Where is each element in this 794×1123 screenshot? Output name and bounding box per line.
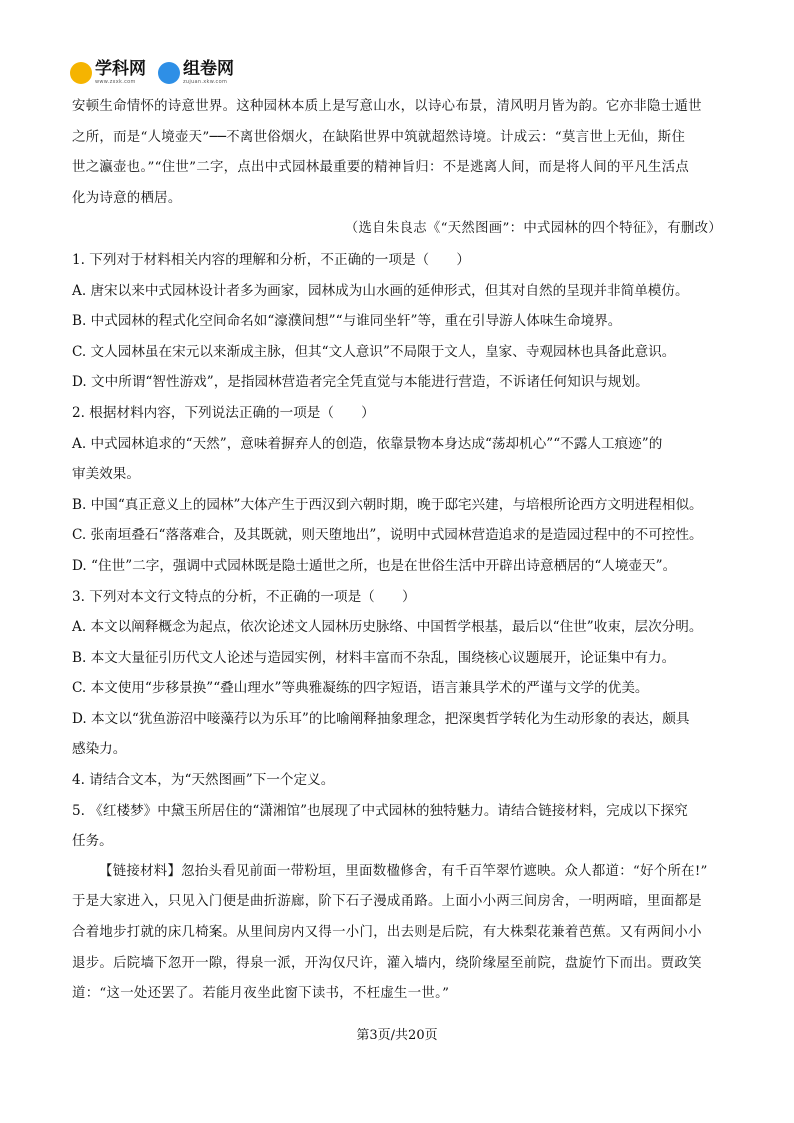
link-material [72,857,722,1010]
q1-option-c: C. 文人园林虽在宋元以来渐成主脉，但其“文人意识”不局限于文人，皇家、寺观园林也具备此意识。 [72,343,676,360]
logo-zujuan [158,61,234,85]
q3-option-b: B. 本文大量征引历代文人论述与造园实例，材料丰富而不杂乱，围绕核心议题展开，论证集中有力。 [72,649,676,666]
link-material-line: 于是大家进入，只见入门便是曲折游廊，阶下石子漫成甬路。上面小小两三间房舍，一明两暗，里面都是 [72,894,702,910]
q2-option-a: A. 中式园林追求的“天然”，意味着摒弃人的创造，依靠景物本身达成“荡却机心”“不露人工痕迹”的 [72,435,663,452]
question-5-cont: 任务。 [72,833,113,850]
q1-option-b: B. 中式园林的程式化空间命名如“濠濮间想”“与谁同坐轩”等，重在引导游人体味生命境界。 [72,313,622,330]
header-logos [70,56,234,90]
q2-option-d: D. “住世”二字，强调中式园林既是隐士遁世之所，也是在世俗生活中开辟出诗意栖居的“人境壶天”。 [72,557,677,574]
logo-xueke-name: 学科网 [95,59,146,79]
link-material-line: 退步。后院墙下忽开一隙，得泉一派，开沟仅尺许，灌入墙内，绕阶缘屋至前院，盘旋竹下而出。贾政笑 [72,955,702,971]
logo-xueke [70,61,146,85]
link-material-line: 合着地步打就的床几椅案。从里间房内又得一小门，出去则是后院，有大株梨花兼着芭蕉。又有两间小小 [72,925,702,941]
questions [72,245,722,857]
logo-zujuan-icon [158,62,180,84]
q2-option-b: B. 中国“真正意义上的园林”大体产生于西汉到六朝时期，晚于邸宅兴建，与培根所论西方文明进程相似。 [72,496,703,513]
q2-option-a-cont: 审美效果。 [72,466,140,483]
passage-line: 安顿生命情怀的诗意世界。这种园林本质上是写意山水，以诗心布景，清风明月皆为韵。它亦非隐士遁世 [72,99,702,114]
q2-option-c: C. 张南垣叠石“落落难合，及其既就，则天堕地出”，说明中式园林营造追求的是造园过程中的不可控性。 [72,527,703,544]
question-3: 3. 下列对本文行文特点的分析，不正确的一项是（ ） [72,588,416,605]
question-4: 4. 请结合文本，为“天然图画”下一个定义。 [72,772,335,789]
q3-option-d: D. 本文以“犹鱼游沼中唼藻荇以为乐耳”的比喻阐释抽象理念，把深奥哲学转化为生动形象的表达，颇具 [72,710,690,727]
logo-zujuan-name: 组卷网 [183,59,234,79]
passage-line: 世之瀛壶也。”“住世”二字，点出中式园林最重要的精神旨归：不是逃离人间，而是将人间的平凡生活点 [72,160,690,176]
logo-xueke-url: www.zxxk.com [95,79,136,85]
passage [72,92,722,245]
logo-xueke-icon [70,62,92,84]
link-material-line: 【链接材料】忽抬头看见前面一带粉垣，里面数楹修舍，有千百竿翠竹遮映。众人都道：“好个所在!” [99,863,708,879]
q3-option-d-cont: 感染力。 [72,741,127,758]
question-5: 5. 《红楼梦》中黛玉所居住的“潇湘馆”也展现了中式园林的独特魅力。请结合链接材料，完成以下探究 [72,802,688,819]
page-number: 第3页/共20页 [356,1028,438,1043]
logo-zujuan-url: zujuan.xkw.com [183,79,228,85]
q1-option-d: D. 文中所谓“智性游戏”，是指园林营造者完全凭直觉与本能进行营造，不诉诸任何知识与规划。 [72,374,649,391]
passage-source: （选自朱良志《“天然图画”：中式园林的四个特征》，有删改） [344,221,722,237]
passage-line: 之所，而是“人境壶天”──不离世俗烟火，在缺陷世界中筑就超然诗境。计成云：“莫言世上无仙，斯住 [72,129,686,145]
q3-option-c: C. 本文使用“步移景换”“叠山理水”等典雅凝练的四字短语，语言兼具学术的严谨与文学的优美。 [72,680,649,697]
question-2: 2. 根据材料内容，下列说法正确的一项是（ ） [72,404,375,421]
question-1: 1. 下列对于材料相关内容的理解和分析，不正确的一项是（ ） [72,251,470,268]
page-content [72,92,722,1010]
passage-line: 化为诗意的栖居。 [72,190,182,206]
q1-option-a: A. 唐宋以来中式园林设计者多为画家，园林成为山水画的延伸形式，但其对自然的呈现并非简单模仿。 [72,282,689,299]
link-material-line: 道：“这一处还罢了。若能月夜坐此窗下读书，不枉虚生一世。” [72,986,450,1002]
q3-option-a: A. 本文以阐释概念为起点，依次论述文人园林历史脉络、中国哲学根基，最后以“住世”收束，层次分明。 [72,619,703,636]
